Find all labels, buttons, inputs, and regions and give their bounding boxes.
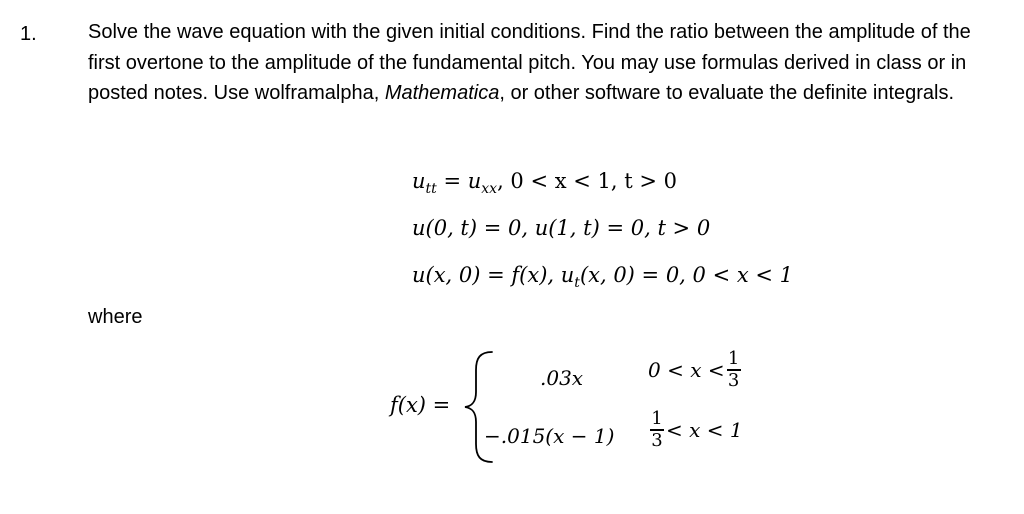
- condition-1: [648, 349, 743, 391]
- frac-den: 3: [727, 369, 740, 391]
- problem-text-b: , or other software to evaluate the definite integrals.: [499, 82, 955, 104]
- pde-sub2: xx: [481, 181, 498, 197]
- bc-text: u(0, t) = 0, u(1, t) = 0, t > 0: [412, 216, 711, 240]
- ic-part2: (x, 0) = 0, 0 < x < 1: [579, 263, 793, 287]
- fraction-one-third: [650, 409, 664, 451]
- ic-sub: t: [574, 275, 580, 291]
- where-label: where: [88, 306, 143, 328]
- ic-part1: u(x, 0) = f(x), u: [412, 263, 575, 287]
- piece-2-text: −.015(x − 1): [484, 424, 615, 448]
- cond-1-left: 0 < x <: [648, 357, 725, 382]
- problem-statement: [88, 17, 998, 109]
- piece-1: [540, 366, 583, 390]
- fraction-one-third: [727, 349, 741, 391]
- pde-u2: u: [467, 169, 482, 193]
- piece-1-text: .03x: [540, 366, 584, 390]
- pde-equation: [412, 166, 793, 213]
- piece-2: [484, 424, 614, 448]
- equation-block: [412, 166, 793, 307]
- pde-u1: u: [412, 169, 426, 193]
- cond-2-right: < x < 1: [666, 417, 743, 442]
- fx-text: f(x) =: [390, 393, 451, 417]
- frac-num: 1: [651, 408, 663, 429]
- frac-num: 1: [727, 348, 740, 369]
- pde-eq: =: [436, 169, 468, 193]
- condition-2: [648, 409, 743, 451]
- boundary-conditions: [412, 213, 793, 260]
- problem-text-a: Solve the wave equation with the given initial conditions. Find the ratio between the amplitude of the first overtone to the amplitude of the fundamental pitch. You may use formulas derived in class or in posted notes. Use wolframalpha,: [88, 21, 971, 104]
- frac-den: 3: [651, 429, 663, 451]
- piecewise-label: [390, 393, 450, 417]
- curly-brace-icon: [462, 348, 496, 466]
- initial-conditions: [412, 260, 793, 307]
- pde-rest: , 0 < x < 1, t > 0: [497, 169, 677, 193]
- pde-sub1: tt: [425, 181, 437, 197]
- problem-number: 1.: [20, 23, 37, 45]
- problem-text-italic: Mathematica: [384, 82, 500, 104]
